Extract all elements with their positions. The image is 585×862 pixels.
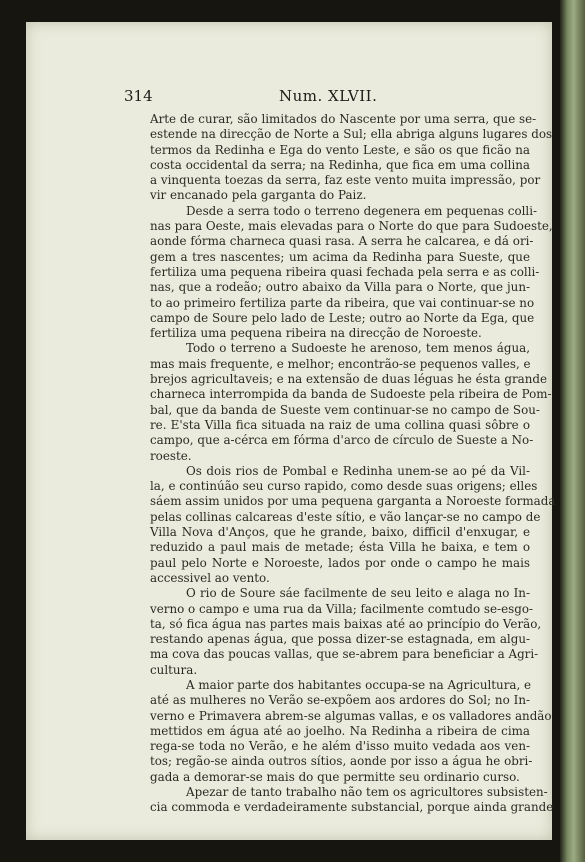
text-line: fertiliza uma pequena ribeira quasi fechada pela serra e as colli- [150,264,540,279]
text-line: sáem assim unidos por uma pequena garganta a Noroeste formada [150,494,556,509]
text-line: mas mais frequente, e melhor; encontrão-se pequenos valles, e [150,356,531,371]
text-line: verno o campo e uma rua da Villa; facilmente comtudo se-esgo- [150,601,534,616]
text-line: rega-se toda no Verão, e he além d'isso muito vedada aos ven- [150,739,530,754]
text-line: tos; regão-se ainda outros sítios, aonde por isso a água he obri- [150,754,533,769]
text-line: ma cova das poucas vallas, que se-abrem para beneficiar a Agri- [150,647,539,662]
text-line: termos da Redinha e Ega do vento Leste, e são os que ficão na [150,142,530,157]
text-line: verno e Primavera abrem-se algumas vallas, e os valladores andão [150,708,552,723]
text-line: até as mulheres no Verão se-expõem aos ardores do Sol; no In- [150,693,530,708]
text-line: bal, que da banda de Sueste vem continuar-se no campo de Sou- [150,402,540,417]
text-line: Apezar de tanto trabalho não tem os agricultores subsisten- [186,785,548,800]
text-line: A maior parte dos habitantes occupa-se na Agricultura, e [186,677,532,692]
text-line: paul pelo Norte e Noroeste, lados por onde o campo he mais [150,555,530,570]
text-line: accessivel ao vento. [150,570,270,585]
text-line: Desde a serra todo o terreno degenera em pequenas colli- [186,203,538,218]
text-line: a vinquenta toezas da serra, faz este vento muita impressão, por [150,173,541,188]
text-line: pelas collinas calcareas d'este sítio, e vão lançar-se no campo de [150,509,541,524]
text-line: charneca interrompida da banda de Sudoeste pela ribeira de Pom- [150,387,552,402]
text-line: ta, só fica água nas partes mais baixas até ao princípio do Verão, [150,616,542,631]
text-line: roeste. [150,448,192,463]
text-line: to ao primeiro fertiliza parte da ribeira, que vai continuar-se no [150,295,535,310]
text-line: re. E'sta Villa fica situada na raiz de uma collina quasi sôbre o [150,417,530,432]
text-line: cultura. [150,662,198,677]
text-line: Todo o terreno a Sudoeste he arenoso, tem menos água, [186,341,530,356]
text-line: campo de Soure pelo lado de Leste; outro ao Norte da Ega, que [150,310,535,325]
text-line: campo, que a-cérca em fórma d'arco de círculo de Sueste a No- [150,433,534,448]
text-line: reduzido a paul mais de metade; ésta Villa he baixa, e tem o [150,540,530,555]
text-line: gem a tres nascentes; um acima da Redinha para Sueste, que [150,249,530,264]
text-line: vir encanado pela garganta do Paiz. [150,188,367,203]
text-line: cia commoda e verdadeiramente substancial, porque ainda grande [150,800,554,815]
text-line: Arte de curar, são limitados do Nascente por uma serra, que se- [150,112,537,126]
text-line: brejos agricultaveis; e na extensão de duas léguas he ésta grande [150,372,548,387]
text-line: O rio de Soure sáe facilmente de seu leito e alaga no In- [186,586,530,601]
text-line: fertiliza uma pequena ribeira na direcção de Noroeste. [150,326,482,341]
text-line: aonde fórma charneca quasi rasa. A serra he calcarea, e dá ori- [150,234,534,249]
text-line: la, e continúão seu curso rapido, como desde suas origens; elles [150,479,538,494]
text-line: gada a demorar-se mais do que permitte seu ordinario curso. [150,769,520,784]
text-line: nas, que a rodeão; outro abaixo da Villa para o Norte, que jun- [150,280,530,295]
page-header [124,87,504,109]
text-line: Os dois rios de Pombal e Redinha unem-se ao pé da Vil- [186,463,530,478]
body-text [150,112,556,816]
text-line: costa occidental da serra; na Redinha, que fica em uma collina [150,157,530,172]
text-line: restando apenas água, que possa dizer-se estagnada, em algu- [150,632,530,647]
adjacent-page-edge [560,0,585,862]
running-head: Num. XLVII. [279,87,378,105]
text-line: estende na direcção de Norte a Sul; ella abriga alguns lugares dos [150,127,553,142]
page-number: 314 [124,87,153,105]
text-line: mettidos em água até ao joelho. Na Redinha a ribeira de cima [150,723,530,738]
text-line: nas para Oeste, mais elevadas para o Norte do que para Sudoeste, [150,219,553,234]
text-line: Villa Nova d'Anços, que he grande, baixo, difficil d'enxugar, e [150,525,530,540]
